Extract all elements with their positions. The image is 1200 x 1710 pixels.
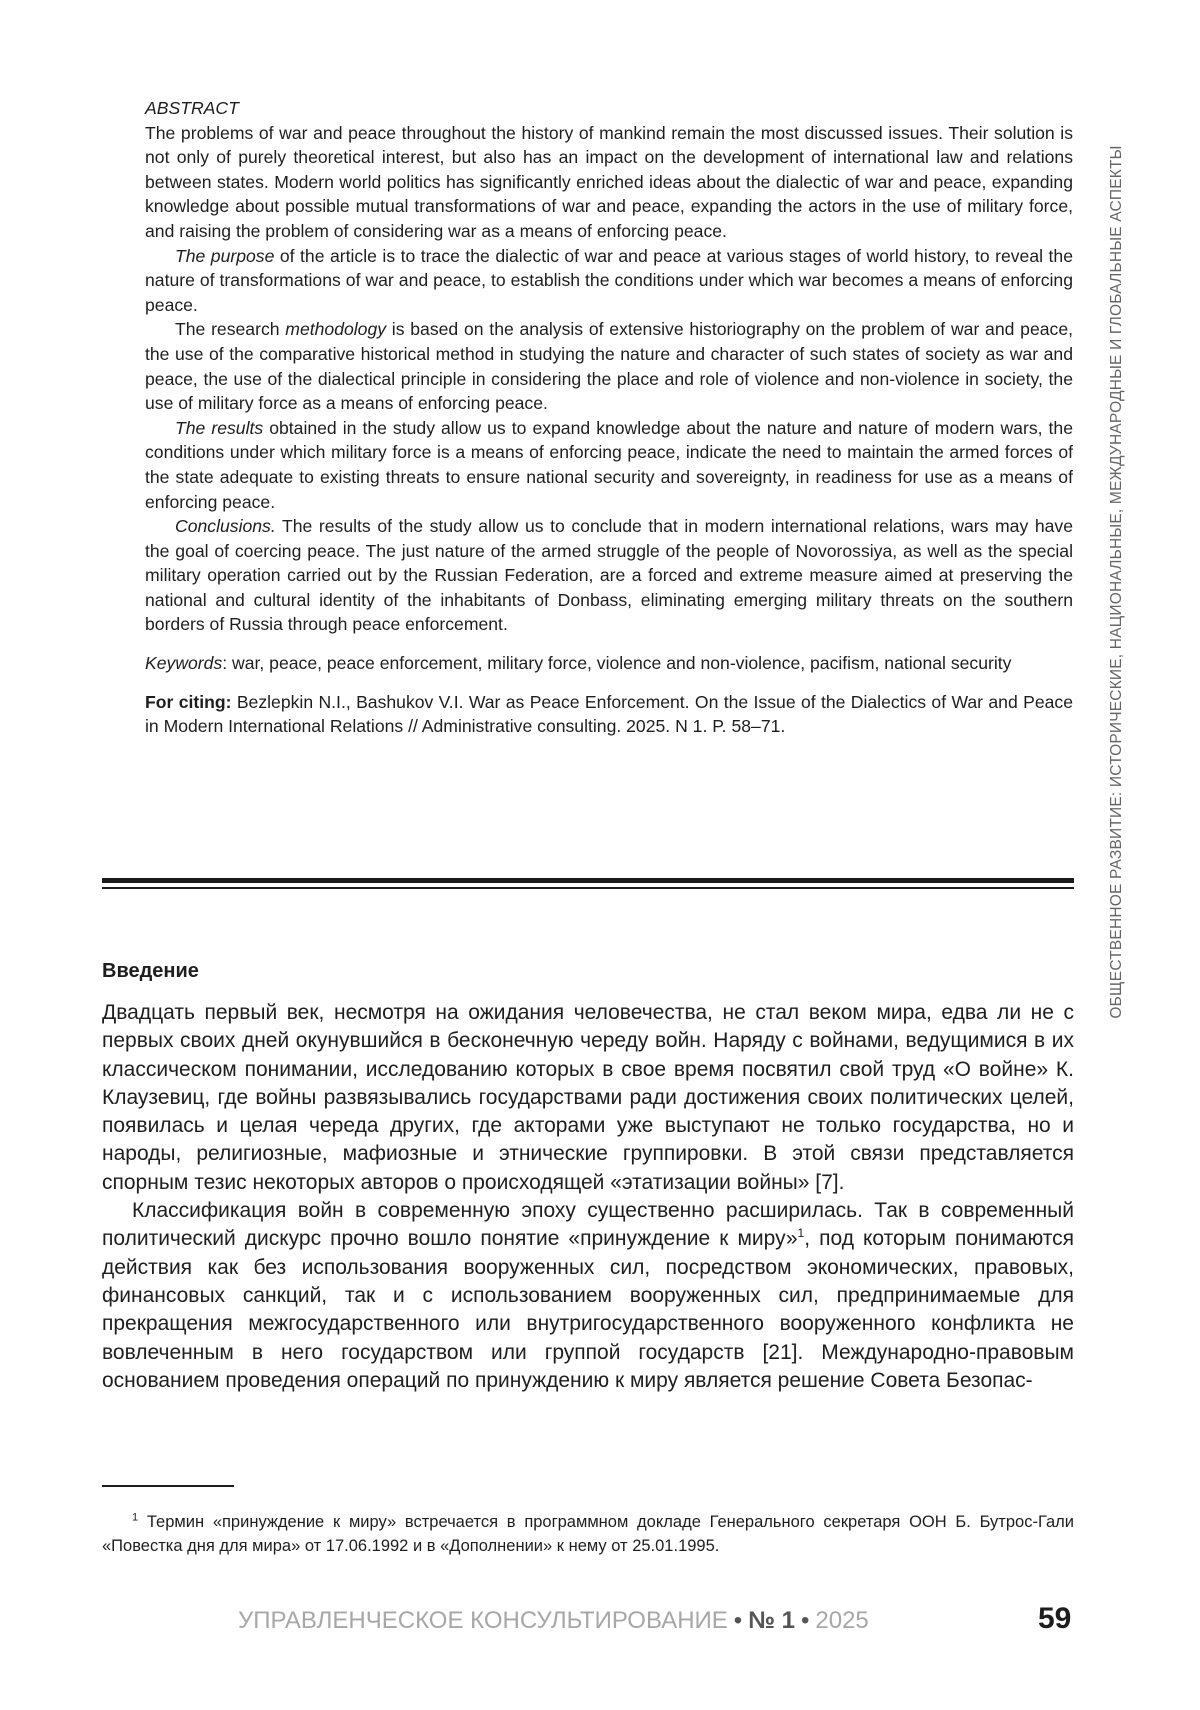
citing-text: Bezlepkin N.I., Bashukov V.I. War as Peace Enforcement. On the Issue of the Dialectics of War and Peace in Modern International Relations // Administrative consulting. 2025. N 1. P. 58–71. xyxy=(145,691,1073,737)
abstract-results xyxy=(145,416,1073,514)
footnote-text: Термин «принуждение к миру» встречается в программном докладе Генерального секретаря ООН Б. Бутрос-Гали «Повестка дня для мира» от 17.06.1992 и в «Дополнении» к нему от 25.01.1995. xyxy=(102,1512,1074,1555)
keywords-label: Keywords xyxy=(145,653,223,674)
conclusions-text: The results of the study allow us to conclude that in modern international relations, wars may have the goal of coercing peace. The just nature of the armed struggle of the people of Novorossiya, as well as the special military operation carried out by the Russian Federation, are a forced and extreme measure aimed at preserving the national and cultural identity of the inhabitants of Donbass, eliminating emerging military threats on the southern borders of Russia through peace enforcement. xyxy=(145,516,1073,635)
journal-name: УПРАВЛЕНЧЕСКОЕ КОНСУЛЬТИРОВАНИЕ xyxy=(238,1607,728,1634)
methodology-text: is based on the analysis of extensive historiography on the problem of war and peace, the use of the comparative historical method in studying the nature and character of such states of society as war and peace, the use of the dialectical principle in considering the place and role of violence and non-violence in society, the use of military force as a means of enforcing peace. xyxy=(145,319,1073,414)
paragraph-text: , под которым понимаются действия как без использования вооруженных сил, посредством экономических, правовых, финансовых санкций, так и с использованием вооруженных сил, предпринимаемые для прекращения межгосударственного или внутригосударственного вооруженного конфликта не вовлеченным в него государством или группой государств [21]. Международно-правовым основанием проведения операций по принуждению к миру является решение Совета Безопас- xyxy=(102,1227,1074,1392)
separator-dot: • xyxy=(733,1607,743,1634)
separator-dot: • xyxy=(800,1607,810,1634)
section-title: Введение xyxy=(102,960,199,982)
footnote-number: 1 xyxy=(132,1511,139,1523)
abstract-divider-thick xyxy=(102,878,1074,883)
purpose-text: of the article is to trace the dialectic of war and peace at various stages of world history, to reveal the nature of transformations of war and peace, to establish the conditions under which war becomes a means of enforcing peace. xyxy=(145,245,1073,315)
abstract-divider-thin xyxy=(102,887,1074,889)
page-number: 59 xyxy=(1038,1602,1072,1635)
article-body xyxy=(102,999,1074,1395)
methodology-label: methodology xyxy=(285,319,387,340)
conclusions-label: Conclusions. xyxy=(175,516,276,537)
footnote-divider xyxy=(102,1485,234,1487)
abstract-intro: The problems of war and peace throughout the history of mankind remain the most discussed issues. Their solution is not only of purely theoretical interest, but also has an impact on the development of international law and relations between states. Modern world politics has significantly enriched ideas about the dialectic of war and peace, expanding knowledge about possible mutual transformations of war and peace, expanding the actors in the use of military force, and raising the problem of considering war as a means of enforcing peace. xyxy=(145,122,1073,241)
issue-year: 2025 xyxy=(815,1607,869,1634)
running-title-vertical: ОБЩЕСТВЕННОЕ РАЗВИТИЕ: ИСТОРИЧЕСКИЕ, НАЦИОНАЛЬНЫЕ, МЕЖДУНАРОДНЫЕ И ГЛОБАЛЬНЫЕ АСПЕКТЫ xyxy=(1108,145,1125,1019)
footer-journal xyxy=(238,1604,869,1638)
keywords-text: : war, peace, peace enforcement, military force, violence and non-violence, pacifism, national security xyxy=(222,653,1012,674)
results-label: The results xyxy=(175,417,264,438)
footnote xyxy=(102,1510,1074,1558)
body-paragraph: Двадцать первый век, несмотря на ожидания человечества, не стал веком мира, едва ли не с первых своих дней окунувшийся в бесконечную череду войн. Наряду с войнами, ведущимися в их классическом понимании, исследованию которых в свое время посвятил свой труд «О войне» К. Клаузевиц, где войны развязывались государствами ради достижения своих политических целей, появилась и целая череда других, где акторами уже выступают не только государства, но и народы, религиозные, мафиозные и этнические группировки. В этой связи представляется спорным тезис некоторых авторов о происходящей «этатизации войны» [7]. xyxy=(102,1001,1074,1194)
results-text: obtained in the study allow us to expand knowledge about the nature and nature of modern wars, the conditions under which military force is a means of enforcing peace, indicate the need to maintain the armed forces of the state adequate to existing threats to ensure national security and sovereignty, in readiness for use as a means of enforcing peace. xyxy=(145,417,1073,512)
footnote-ref[interactable]: 1 xyxy=(797,1226,805,1241)
abstract-purpose xyxy=(145,244,1073,318)
citing-label: For citing: xyxy=(145,691,232,712)
body-paragraph xyxy=(102,1197,1074,1395)
abstract-methodology xyxy=(145,317,1073,415)
keywords xyxy=(145,651,1073,676)
abstract-conclusions xyxy=(145,514,1073,637)
abstract-heading: ABSTRACT xyxy=(145,98,239,118)
abstract-block xyxy=(145,96,1073,739)
methodology-prefix: The research xyxy=(175,319,286,340)
issue-number: № 1 xyxy=(748,1607,795,1634)
paragraph-text: Классификация войн в современную эпоху существенно расширилась. Так в современный политический дискурс прочно вошло понятие «принуждение к миру» xyxy=(102,1199,1074,1251)
purpose-label: The purpose xyxy=(175,245,275,266)
citation xyxy=(145,690,1073,739)
